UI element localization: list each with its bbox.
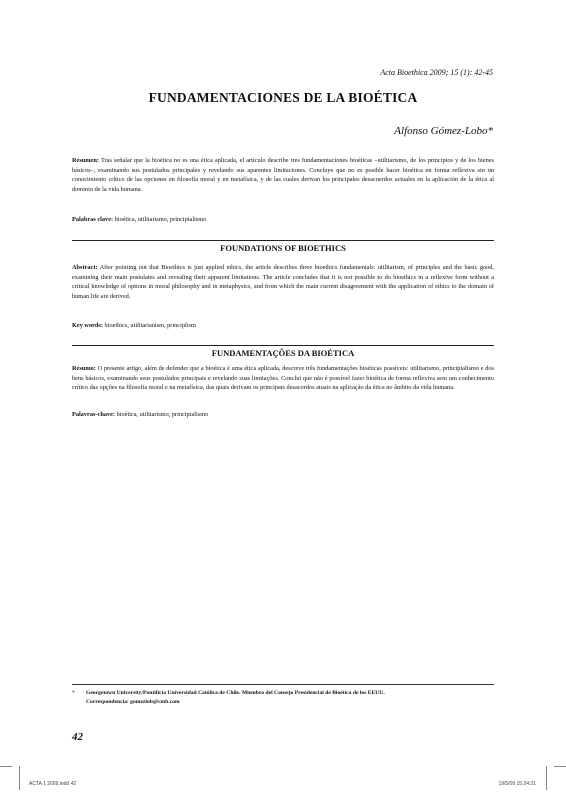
article-title: FUNDAMENTACIONES DE LA BIOÉTICA <box>148 90 418 105</box>
footnote-mark: * <box>72 690 75 696</box>
portuguese-abstract-label: Resumo: <box>72 365 96 372</box>
portuguese-abstract <box>72 364 494 393</box>
footnote <box>72 689 494 707</box>
spanish-keywords <box>72 216 494 223</box>
crop-mark <box>19 766 20 790</box>
spanish-abstract-text: Tras señalar que la bioética no es una ética aplicada, el artículo describe tres fundamentaciones bioéticas –utilitarismo, de los principios y de los bienes básicos–, examinando sus postulados principales y revelando sus aparentes limitaciones. Concluye que no es posible hacer bioética en forma reflexiva sin un conocimiento crítico de las opciones en filosofía moral y en metafísica, y de las cuales derivan los principales desacuerdos actuales en la aplicación de la ética al dominio de la vida humana. <box>72 157 494 193</box>
portuguese-keywords-text: bioética, utilitarismo, principialismo <box>115 411 209 418</box>
english-abstract <box>72 263 494 301</box>
crop-mark <box>554 766 566 767</box>
author-name: Alfonso Gómez-Lobo* <box>394 125 493 137</box>
portuguese-abstract-text: O presente artigo, além de defender que a bioética é uma ética aplicada, descreve três fundamentações bioéticas possíveis: utilitarismo, principialismo e dos bens básicos, examinando seus postulados principais e revelando suas limitações. Conclui que não é possível fazer bioética de forma reflexiva sem um conhecimento crítico das opções na filosofia moral e na metafísica, das quais derivam os principais desacordos atuais na aplicação da ética no âmbito da vida humana. <box>72 365 494 392</box>
spanish-keywords-text: bioética, utilitarismo, principialismo <box>113 216 207 223</box>
footnote-correspondence: Correspondencia: gomezlob@cmb.com <box>86 699 180 705</box>
crop-mark <box>546 766 547 790</box>
slug-timestamp: 19/5/09 15:24:31 <box>498 781 536 787</box>
english-heading: FOUNDATIONS OF BIOETHICS <box>72 240 494 253</box>
portuguese-heading: FUNDAMENTAÇÕES DA BIOÉTICA <box>72 345 494 358</box>
english-keywords-label: Key words: <box>72 322 103 329</box>
crop-mark <box>0 766 12 767</box>
footnote-affiliation: Georgetown University/Pontificia Universidad Católica de Chile. Miembro del Consejo Presidencial de Bioética de los EEUU. <box>86 690 385 696</box>
english-keywords <box>72 322 494 329</box>
spanish-abstract-label: Resumen: <box>72 157 99 164</box>
portuguese-keywords <box>72 411 494 418</box>
footnote-divider <box>72 684 494 685</box>
spanish-abstract <box>72 156 494 194</box>
spanish-keywords-label: Palabras clave: <box>72 216 114 223</box>
portuguese-keywords-label: Palavras-chave: <box>72 411 116 418</box>
english-keywords-text: bioethics, utilitarianism, principlism <box>102 322 196 329</box>
slug-filename: ACTA 1 2009.indd 42 <box>29 781 77 787</box>
page-number: 42 <box>72 731 83 743</box>
journal-reference: Acta Bioethica 2009; 15 (1): 42-45 <box>380 68 493 77</box>
english-abstract-label: Abstract: <box>72 264 98 271</box>
english-abstract-text: After pointing out that Bioethics is just applied ethics, the article describes three bioethics fundamentals: utilitarism, of principles and the basic good, examining their main postulates and revealing their apparent limitations. The article concludes that it is not possible to do bioethics in a reflexive form without a critical knowledge of options in moral philosophy and in metaphysics, and from which the main current disagreement with the application of ethics to the domain of human life are derived. <box>72 264 494 300</box>
